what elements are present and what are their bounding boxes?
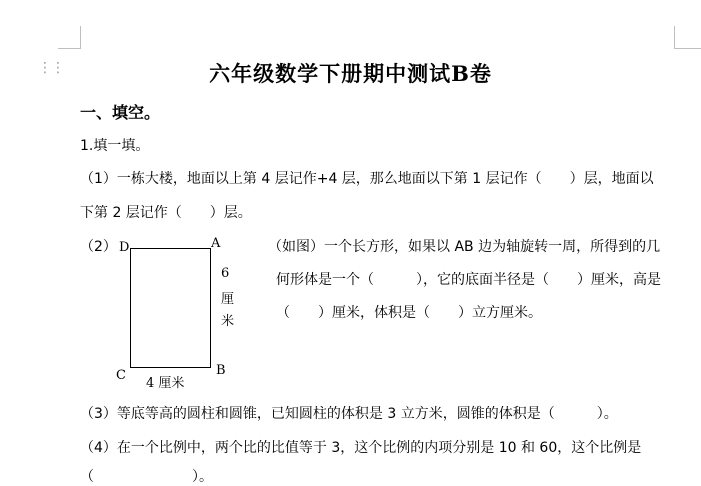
drag-handle-icon[interactable]: ⋮⋮ — [38, 60, 64, 76]
vertex-label-d: D — [119, 240, 130, 255]
question-1-heading: 1.填一填。 — [80, 138, 150, 154]
question-1-2-line-2: 何形体是一个（ ），它的底面半径是（ ）厘米，高是 — [276, 272, 661, 288]
vertex-label-c: C — [116, 368, 126, 383]
question-1-1-line-2: 下第 2 层记作（ ）层。 — [80, 205, 252, 221]
document-title: 六年级数学下册期中测试B卷 — [209, 61, 492, 86]
question-1-2-line-1: （如图）一个长方形，如果以 AB 边为轴旋转一周，所得到的几 — [268, 239, 661, 255]
question-1-2-prefix: （2） — [80, 239, 117, 255]
question-1-2-line-3: （ ）厘米，体积是（ ）立方厘米。 — [276, 305, 542, 321]
question-1-4-line-2: （ ）。 — [80, 469, 213, 485]
side-length-unit-char-2: 米 — [221, 314, 235, 329]
rectangle-figure — [130, 248, 211, 368]
side-length-unit-char-1: 厘 — [221, 292, 235, 307]
page-corner-mark-left — [58, 26, 81, 49]
page-corner-mark-right — [674, 26, 701, 49]
section-heading: 一、填空。 — [80, 103, 161, 122]
vertex-label-a: A — [211, 236, 221, 251]
side-length-number: 6 — [221, 266, 230, 281]
question-1-3-line-1: （3）等底等高的圆柱和圆锥，已知圆柱的体积是 3 立方米，圆锥的体积是（ ）。 — [80, 406, 618, 422]
bottom-length-label: 4 厘米 — [146, 376, 185, 391]
question-1-4-line-1: （4）在一个比例中，两个比的比值等于 3，这个比例的内项分别是 10 和 60，这个比例是 — [80, 440, 642, 456]
question-1-1-line-1: （1）一栋大楼，地面以上第 4 层记作+4 层，那么地面以下第 1 层记作（ ）层，地面以 — [80, 171, 654, 187]
vertex-label-b: B — [216, 363, 226, 378]
